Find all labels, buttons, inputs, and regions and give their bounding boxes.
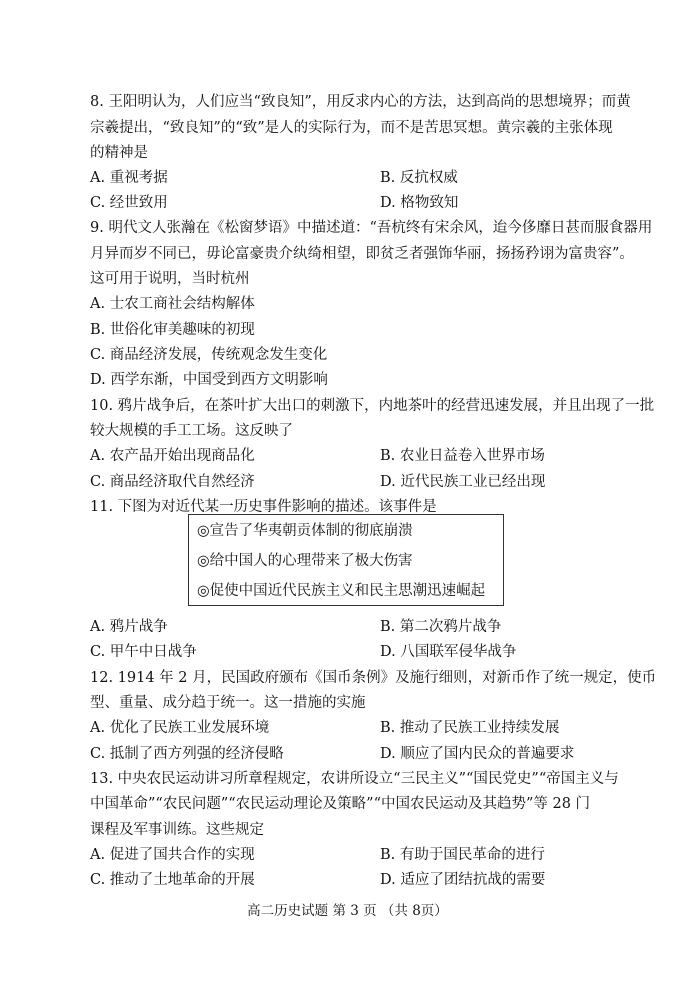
q8-option-b: B. 反抗权威 [380, 170, 458, 186]
q11-box-item-2: ◎给中国人的心理带来了极大伤害 [197, 553, 413, 569]
q11-description-box [188, 514, 504, 606]
q9-option-c: C. 商品经济发展，传统观念发生变化 [90, 347, 328, 363]
q12-option-c: C. 抵制了西方列强的经济侵略 [90, 746, 284, 762]
q8-option-d: D. 格物致知 [380, 195, 459, 211]
q12-stem-line-2: 型、重量、成分趋于统一。这一措施的实施 [90, 695, 366, 711]
q11-box-item-1: ◎宣告了华夷朝贡体制的彻底崩溃 [197, 523, 413, 539]
q8-option-a: A. 重视考据 [90, 170, 168, 186]
q12-stem-line-1: 12. 1914 年 2 月，民国政府颁布《国币条例》及施行细则，对新币作了统一规定，使币 [90, 670, 657, 686]
q11-box-item-3: ◎促使中国近代民族主义和民主思潮迅速崛起 [197, 583, 486, 599]
q13-option-d: D. 适应了团结抗战的需要 [380, 872, 546, 888]
q8-option-c: C. 经世致用 [90, 195, 168, 211]
q12-option-a: A. 优化了民族工业发展环境 [90, 720, 270, 736]
q8-stem-line-2: 宗羲提出，“致良知”的“致”是人的实际行为，而不是苦思冥想。黄宗羲的主张体现 [90, 120, 613, 136]
q13-stem-line-1: 13. 中央农民运动讲习所章程规定，农讲所设立“三民主义”“国民党史”“帝国主义与 [90, 771, 619, 787]
q11-option-c: C. 甲午中日战争 [90, 644, 197, 660]
q9-stem-line-1: 9. 明代文人张瀚在《松窗梦语》中描述道：“吾杭终有宋余风，迨今侈靡日甚而服食器用 [90, 220, 653, 236]
q8-stem-line-1: 8. 王阳明认为，人们应当“致良知”，用反求内心的方法，达到高尚的思想境界；而黄 [90, 94, 631, 110]
page-footer: 高二历史试题 第 3 页 （共 8页） [247, 903, 448, 919]
q9-option-a: A. 士农工商社会结构解体 [90, 296, 255, 312]
q13-option-b: B. 有助于国民革命的进行 [380, 847, 545, 863]
q10-option-a: A. 农产品开始出现商品化 [90, 448, 255, 464]
q13-stem-line-3: 课程及军事训练。这些规定 [90, 822, 264, 838]
q10-option-c: C. 商品经济取代自然经济 [90, 474, 255, 490]
q10-option-d: D. 近代民族工业已经出现 [380, 474, 546, 490]
q11-option-d: D. 八国联军侵华战争 [380, 644, 517, 660]
q9-stem-line-2: 月异而岁不同已，毋论富豪贵介纨绮相望，即贫乏者强饰华丽，扬扬矜诩为富贵容”。 [90, 246, 634, 262]
q10-stem-line-1: 10. 鸦片战争后，在茶叶扩大出口的刺激下，内地茶叶的经营迅速发展，并且出现了一批 [90, 398, 655, 414]
q12-option-d: D. 顺应了国内民众的普遍要求 [380, 746, 575, 762]
q10-stem-line-2: 较大规模的手工工场。这反映了 [90, 423, 293, 439]
q13-stem-line-2: 中国革命”“农民问题”“农民运动理论及策略”“中国农民运动及其趋势”等 28 门 [90, 796, 591, 812]
q11-stem-line-1: 11. 下图为对近代某一历史事件影响的描述。该事件是 [90, 499, 437, 515]
q11-option-b: B. 第二次鸦片战争 [380, 619, 502, 635]
q8-stem-line-3: 的精神是 [90, 145, 148, 161]
q12-option-b: B. 推动了民族工业持续发展 [380, 720, 560, 736]
q11-option-a: A. 鸦片战争 [90, 619, 168, 635]
q10-option-b: B. 农业日益卷入世界市场 [380, 448, 545, 464]
q9-option-d: D. 西学东渐，中国受到西方文明影响 [90, 372, 328, 388]
q9-stem-line-3: 这可用于说明，当时杭州 [90, 271, 250, 287]
q9-option-b: B. 世俗化审美趣味的初现 [90, 322, 255, 338]
q13-option-c: C. 推动了土地革命的开展 [90, 872, 255, 888]
q13-option-a: A. 促进了国共合作的实现 [90, 847, 255, 863]
